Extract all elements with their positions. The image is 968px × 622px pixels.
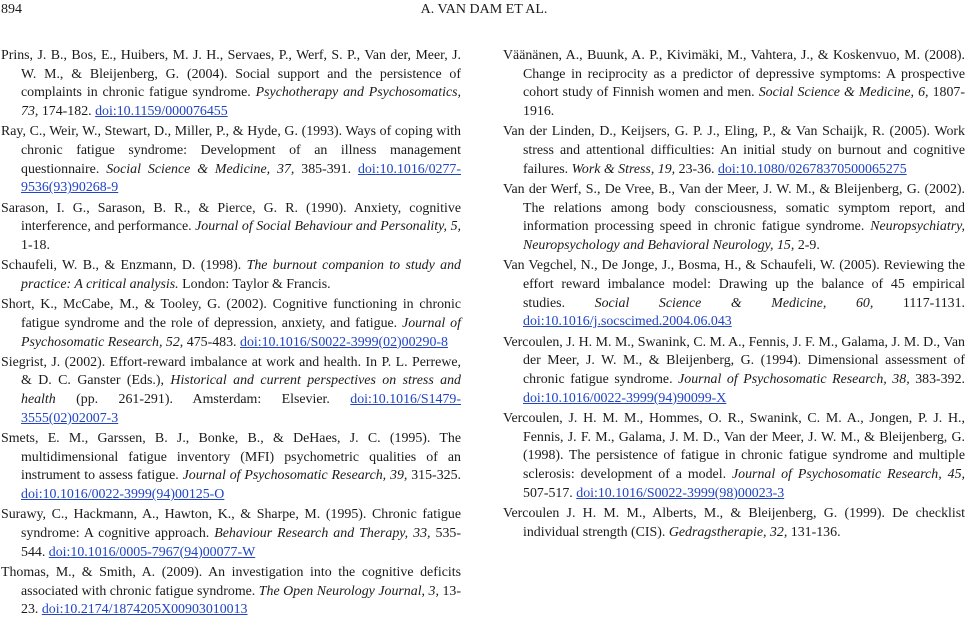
reference-source: Journal of Social Behaviour and Personality, 5, — [195, 219, 461, 235]
reference-entry — [503, 181, 965, 256]
reference-authors-title: Surawy, C., Hackmann, A., Hawton, K., & Sharpe, M. (1995). Chronic fatigue syndrome: A cognitive approach. — [1, 507, 461, 542]
reference-pages: 1-18. — [21, 238, 50, 254]
reference-pages: 535-544. — [21, 526, 462, 560]
reference-pages: 23-36. — [675, 161, 718, 177]
reference-entry — [1, 354, 461, 429]
reference-entry — [1, 47, 461, 122]
reference-source: Journal of Psychosomatic Research, 38, — [678, 371, 910, 387]
reference-authors-title: Smets, E. M., Garssen, B. J., Bonke, B., & DeHaes, J. C. (1995). The multidimensional fatigue inventory (MFI) psychometric qualities of an instrument to assess fatigue. — [1, 431, 461, 484]
reference-pages: 315-325. — [407, 468, 461, 484]
reference-authors-title: Van Vegchel, N., De Jonge, J., Bosma, H., & Schaufeli, W. (2005). Reviewing the effort reward imbalance model: Drawing up the balance of 45 empirical studies. — [503, 258, 965, 311]
doi-link[interactable]: doi:10.1016/0022-3999(94)00125-O — [21, 487, 225, 503]
reference-authors-title: Väänänen, A., Buunk, A. P., Kivimäki, M., Vahtera, J., & Koskenvuo, M. (2008). Change in reciprocity as a predictor of depressive symptoms: A prospective cohort study of Finnish women and men. — [503, 48, 965, 101]
reference-entry — [503, 410, 965, 504]
doi-link[interactable]: doi:10.1016/0005-7967(94)00077-W — [48, 544, 256, 560]
reference-authors-title: Siegrist, J. (2002). Effort-reward imbalance at work and health. In P. L. Perrewe, & D. C. Ganster (Eds.), — [1, 354, 461, 389]
reference-authors-title: Thomas, M., & Smith, A. (2009). An investigation into the cognitive deficits associated with chronic fatigue syndrome. — [1, 564, 461, 599]
reference-entry — [503, 257, 965, 332]
doi-link[interactable]: doi:10.1016/S0022-3999(02)00290-8 — [240, 334, 448, 350]
reference-authors-title: Prins, J. B., Bos, E., Huibers, M. J. H., Servaes, P., Werf, S. P., Van der, Meer, J. W. M., & Bleijenberg, G. (2004). Social support and the persistence of complaints in chronic fatigue syndrome. — [1, 48, 461, 101]
reference-source: Behaviour Research and Therapy, 33, — [214, 526, 431, 542]
reference-authors-title: Van der Werf, S., De Vree, B., Van der Meer, J. W. M., & Bleijenberg, G. (2002). The relations among body consciousness, somatic symptom report, and information processing speed in chronic fatigue syndrome. — [503, 181, 965, 235]
reference-pages: 385-391. — [294, 161, 358, 177]
reference-source: Journal of Psychosomatic Research, 52, — [21, 315, 461, 350]
reference-source: Work & Stress, 19, — [571, 161, 676, 177]
reference-pages: 13-23. — [21, 583, 461, 618]
page-header — [0, 0, 968, 22]
reference-source: Journal of Psychosomatic Research, 39, — [182, 468, 408, 484]
reference-source: Journal of Psychosomatic Research, 45, — [731, 466, 966, 482]
left-column — [1, 47, 461, 622]
reference-pages: 507-517. — [523, 485, 577, 501]
reference-source: Gedragstherapie, 32, — [668, 524, 788, 540]
reference-entry — [503, 47, 965, 122]
reference-source: Psychotherapy and Psychosomatics, 73, — [21, 85, 461, 120]
reference-source: The burnout companion to study and practice: A critical analysis. — [21, 258, 461, 292]
reference-authors-title: Vercoulen, J. H. M. M., Swanink, C. M. A., Fennis, J. F. M., Galama, J. M. D., Van der Meer, J. W. M., & Bleijenberg, G. (1994). Dimensional assessment of chronic fatigue syndrome. — [503, 334, 965, 387]
reference-entry — [1, 296, 461, 352]
reference-authors-title: Ray, C., Weir, W., Stewart, D., Miller, P., & Hyde, G. (1993). Ways of coping with chronic fatigue syndrome: Development of an illness management questionnaire. — [1, 124, 461, 177]
page-number: 894 — [1, 2, 22, 17]
reference-entry — [1, 257, 461, 294]
doi-link[interactable]: doi:10.1159/000076455 — [95, 104, 228, 120]
right-column — [503, 47, 965, 544]
reference-entry — [503, 334, 965, 409]
reference-authors-title: Schaufeli, W. B., & Enzmann, D. (1998). — [1, 258, 247, 274]
doi-link[interactable]: doi:10.2174/1874205X00903010013 — [41, 602, 248, 618]
reference-pages: 174-182. — [38, 104, 96, 120]
doi-link[interactable]: doi:10.1080/02678370500065275 — [717, 161, 907, 177]
running-head: A. VAN DAM ET AL. — [420, 2, 548, 17]
reference-authors-title: Van der Linden, D., Keijsers, G. P. J., Eling, P., & Van Schaijk, R. (2005). Work stress and attentional difficulties: An initial study on burnout and cognitive failures. — [503, 124, 965, 177]
reference-source: Social Science & Medicine, 6, — [758, 85, 929, 101]
reference-entry — [1, 506, 461, 562]
reference-pages: 1117-1131. — [873, 295, 966, 311]
reference-source: Historical and current perspectives on stress and health — [21, 373, 462, 408]
reference-source: The Open Neurology Journal, 3, — [258, 583, 439, 599]
reference-entry — [1, 200, 461, 256]
reference-entry — [1, 430, 461, 505]
doi-link[interactable]: doi:10.1016/S0022-3999(98)00023-3 — [576, 485, 785, 501]
reference-source: Social Science & Medicine, 60, — [594, 295, 874, 311]
doi-link[interactable]: doi:10.1016/S1479-3555(02)02007-3 — [21, 392, 461, 426]
reference-authors-title: Vercoulen J. H. M. M., Alberts, M., & Bleijenberg, G. (1999). De checklist individual strength (CIS). — [503, 505, 965, 540]
reference-entry — [1, 123, 461, 198]
reference-pages: (pp. 261-291). Amsterdam: Elsevier. — [55, 392, 351, 408]
reference-authors-title: Vercoulen, J. H. M. M., Hommes, O. R., Swanink, C. M. A., Jongen, P. J. H., Fennis, J. F. M., Galama, J. M. D., Van der Meer, J. W. M., & Bleijenberg, G. (1998). The persistence of fatigue in chronic fatigue syndrome and multiple sclerosis: development of a model. — [503, 410, 965, 482]
reference-pages: 383-392. — [909, 371, 965, 387]
reference-authors-title: Sarason, I. G., Sarason, B. R., & Pierce, G. R. (1990). Anxiety, cognitive interference, and performance. — [1, 200, 461, 235]
reference-pages: 1807-1916. — [523, 85, 965, 120]
reference-authors-title: Short, K., McCabe, M., & Tooley, G. (2002). Cognitive functioning in chronic fatigue syndrome and the role of depression, anxiety, and fatigue. — [1, 297, 461, 331]
reference-entry — [1, 564, 461, 620]
reference-pages: 475-483. — [183, 334, 240, 350]
reference-entry — [503, 123, 965, 179]
reference-source: Social Science & Medicine, 37, — [106, 161, 295, 177]
doi-link[interactable]: doi:10.1016/0022-3999(94)90099-X — [523, 390, 727, 406]
reference-entry — [503, 505, 965, 542]
reference-pages: 131-136. — [787, 524, 841, 540]
reference-source: Neuropsychiatry, Neuropsychology and Behavioral Neurology, 15, — [523, 219, 965, 254]
doi-link[interactable]: doi:10.1016/j.socscimed.2004.06.043 — [523, 314, 732, 330]
doi-link[interactable]: doi:10.1016/0277-9536(93)90268-9 — [21, 161, 461, 196]
reference-pages: 2-9. — [794, 238, 820, 254]
reference-pages: London: Taylor & Francis. — [178, 276, 331, 292]
